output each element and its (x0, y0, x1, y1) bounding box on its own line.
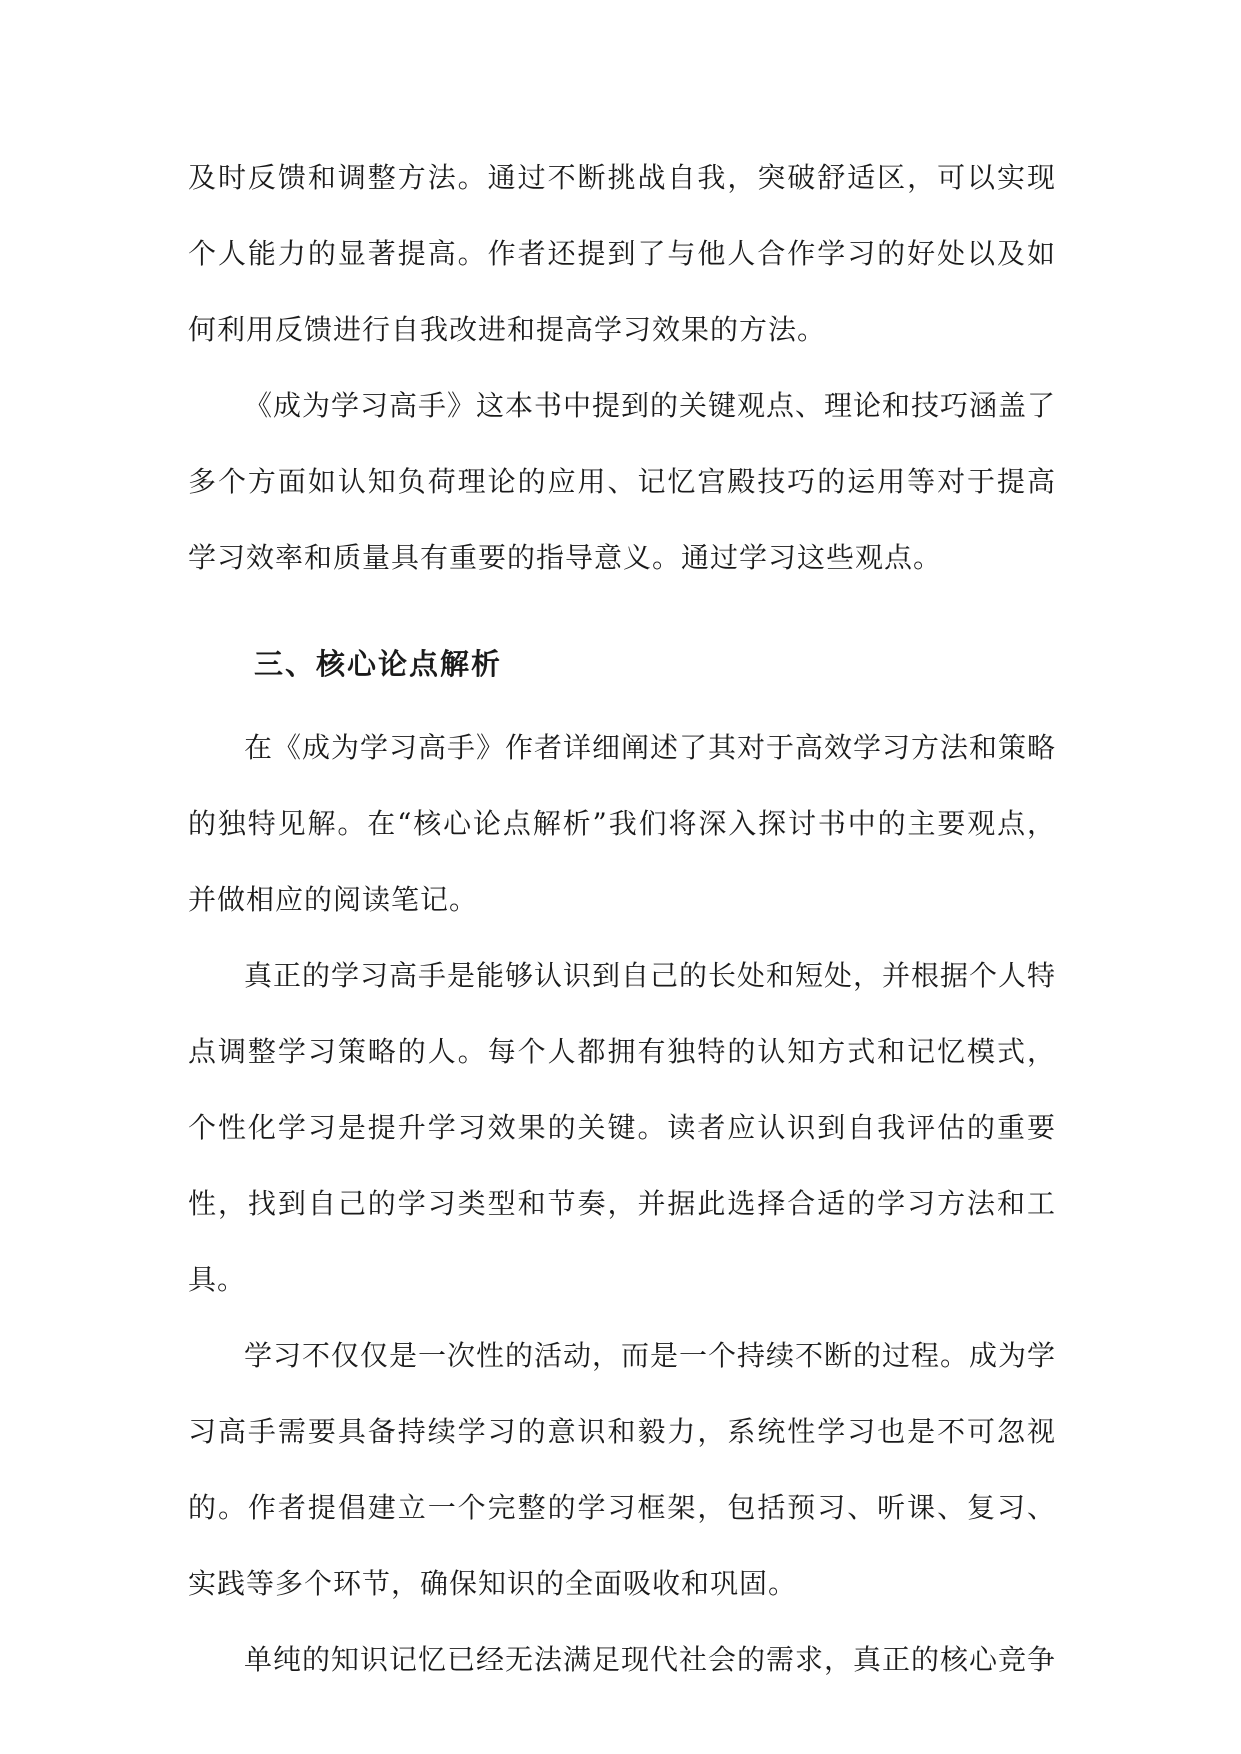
paragraph-core-competence: 单纯的知识记忆已经无法满足现代社会的需求，真正的核心竞争 (244, 1643, 1057, 1676)
paragraph-key-points: 《成为学习高手》这本书中提到的关键观点、理论和技巧涵盖了多个方面如认知负荷理论的应用、记忆宫殿技巧的运用等对于提高学习效率和质量具有重要的指导意义。通过学习这些观点。 (188, 389, 1057, 574)
paragraph-continuous-learning: 学习不仅仅是一次性的活动，而是一个持续不断的过程。成为学习高手需要具备持续学习的意识和毅力，系统性学习也是不可忽视的。作者提倡建立一个完整的学习框架，包括预习、听课、复习、实践等多个环节，确保知识的全面吸收和巩固。 (188, 1339, 1057, 1600)
section-heading: 三、核心论点解析 (254, 647, 503, 681)
document-body (188, 140, 1056, 1698)
paragraph-continued: 及时反馈和调整方法。通过不断挑战自我，突破舒适区，可以实现个人能力的显著提高。作者还提到了与他人合作学习的好处以及如何利用反馈进行自我改进和提高学习效果的方法。 (188, 161, 1056, 346)
paragraph-self-awareness: 真正的学习高手是能够认识到自己的长处和短处，并根据个人特点调整学习策略的人。每个人都拥有独特的认知方式和记忆模式，个性化学习是提升学习效果的关键。读者应认识到自我评估的重要性，找到自己的学习类型和节奏，并据此选择合适的学习方法和工具。 (188, 959, 1057, 1296)
paragraph-intro: 在《成为学习高手》作者详细阐述了其对于高效学习方法和策略的独特见解。在“核心论点解析”我们将深入探讨书中的主要观点，并做相应的阅读笔记。 (188, 731, 1057, 916)
